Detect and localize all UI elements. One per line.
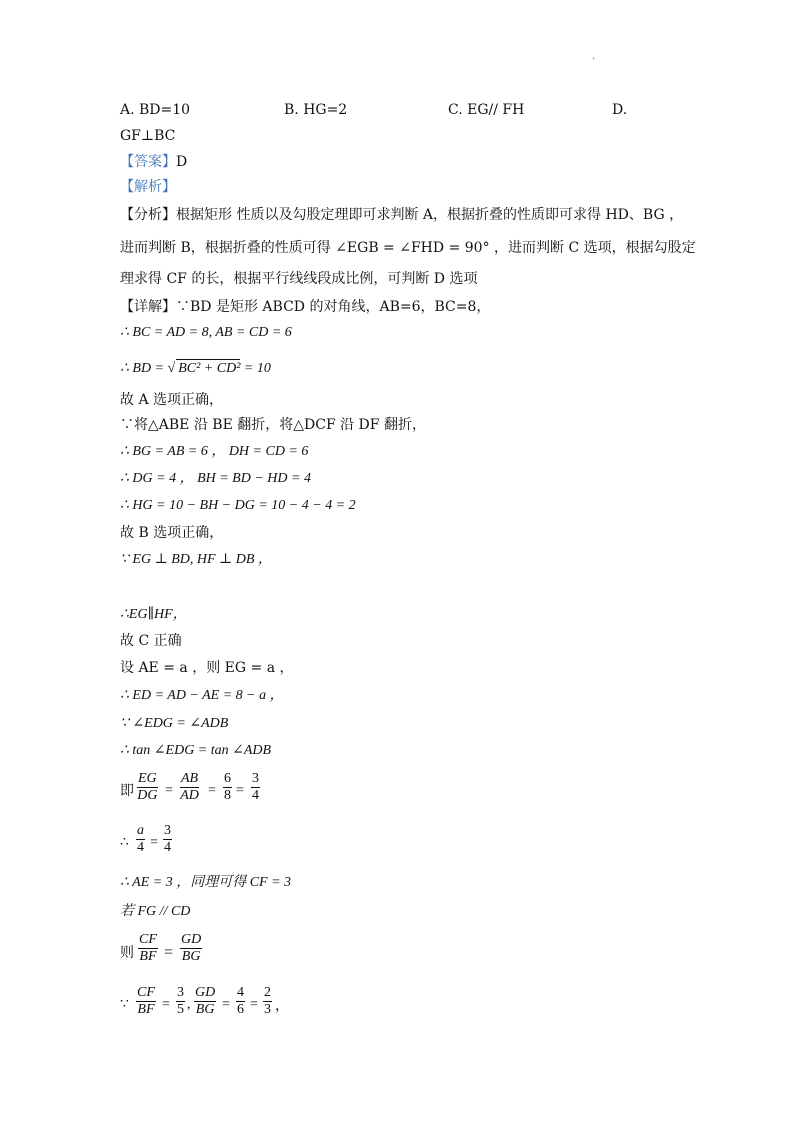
detail-line-1 xyxy=(120,298,490,316)
analysis-tag-inline: 【分析】 xyxy=(120,207,176,223)
equals-sign: = xyxy=(164,944,174,961)
detail-line-18: 若 FG // CD xyxy=(120,904,191,919)
analysis-line-3: 理求得 CF 的长，根据平行线线段成比例，可判断 D 选项 xyxy=(120,271,478,287)
detail-line-15: ∵ ∠EDG = ∠ADB xyxy=(120,716,229,731)
detail-line-13: 设 AE = a ，则 EG = a ， xyxy=(120,660,294,676)
comma: , xyxy=(187,997,191,1012)
fraction-cf-bf-2: $\frac{CF}{BF}$ xyxy=(137,985,155,1017)
equals-sign: = xyxy=(236,783,244,798)
fraction-a-4: $\frac{a}{4}$ xyxy=(137,823,144,855)
detail-text-1: ∵BD 是矩形 ABCD 的对角线，AB=6，BC=8， xyxy=(176,299,491,315)
answer-value: D xyxy=(176,154,188,170)
detail-line-5: ∵将△ABE 沿 BE 翻折，将△DCF 沿 DF 翻折， xyxy=(120,417,426,433)
option-d-content: GF⊥BC xyxy=(120,128,176,144)
detail-line-4: 故 A 选项正确， xyxy=(120,392,224,408)
option-a: A. BD=10 xyxy=(120,102,191,118)
detail-line-7: ∴ DG = 4 ， BH = BD − HD = 4 xyxy=(120,471,311,486)
fraction-ab-ad: $\frac{AB}{AD}$ xyxy=(180,771,199,803)
page-mark: · xyxy=(592,54,596,65)
detail-line-6: ∴ BG = AB = 6 ， DH = CD = 6 xyxy=(120,444,309,459)
option-c: C. EG// FH xyxy=(448,102,525,118)
analysis-line-1 xyxy=(120,206,683,224)
fraction-eg-dg: $\frac{EG}{DG}$ xyxy=(137,771,158,803)
fraction-cf-bf: $\frac{CF}{BF}$ xyxy=(139,932,157,964)
sqrt-body: BC² + CD² xyxy=(178,361,241,376)
analysis-line-2: 进而判断 B，根据折叠的性质可得 ∠EGB = ∠FHD = 90° ，进而判断 C 选项，根据勾股定 xyxy=(120,240,696,256)
detail-line-8: ∴ HG = 10 − BH − DG = 10 − 4 − 4 = 2 xyxy=(120,498,356,513)
bd-result: = 10 xyxy=(240,361,271,376)
option-b: B. HG=2 xyxy=(284,102,348,118)
equals-sign: = xyxy=(162,997,170,1012)
trailing-comma: ， xyxy=(275,999,289,1014)
because-symbol: ∵ xyxy=(120,997,129,1012)
option-d: D. xyxy=(612,102,628,118)
equals-sign: = xyxy=(208,783,216,798)
fraction-3-4-b: $\frac{3}{4}$ xyxy=(164,823,171,855)
equals-sign: = xyxy=(165,783,173,798)
analysis-tag: 【解析】 xyxy=(120,179,176,195)
equals-sign: = xyxy=(150,835,158,850)
detail-line-3: ∴ BD = √ BC² + CD² = 10 xyxy=(120,361,271,376)
fraction-2-3: $\frac{2}{3}$ xyxy=(264,985,271,1017)
equals-sign: = xyxy=(222,997,230,1012)
detail-line-11: ∴EG∥HF， xyxy=(120,607,187,622)
therefore-symbol: ∴ xyxy=(120,835,129,850)
detail-line-14: ∴ ED = AD − AE = 8 − a ， xyxy=(120,688,284,703)
detail-line-9: 故 B 选项正确， xyxy=(120,525,224,541)
fraction-3-5: $\frac{3}{5}$ xyxy=(177,985,184,1017)
equals-sign: = xyxy=(250,997,258,1012)
answer-line xyxy=(120,153,187,171)
detail-line-2: ∴ BC = AD = 8, AB = CD = 6 xyxy=(120,325,292,340)
detail-line-17: ∴ AE = 3 ，同理可得 CF = 3 xyxy=(120,875,292,890)
analysis-text-1: 根据矩形 性质以及勾股定理即可求判断 A，根据折叠的性质即可求得 HD、BG ， xyxy=(176,207,684,223)
answer-tag: 【答案】 xyxy=(120,154,176,170)
fraction-4-6: $\frac{4}{6}$ xyxy=(237,985,244,1017)
detail-line-12: 故 C 正确 xyxy=(120,633,182,649)
detail-tag: 【详解】 xyxy=(120,299,176,315)
fraction-gd-bg-2: $\frac{GD}{BG}$ xyxy=(195,985,216,1017)
detail-line-10: ∵ EG ⊥ BD, HF ⊥ DB ， xyxy=(120,552,272,567)
fraction-gd-bg: $\frac{GD}{BG}$ xyxy=(181,932,202,964)
then-prefix: 则 xyxy=(120,945,134,961)
fraction-3-4: $\frac{3}{4}$ xyxy=(252,771,259,803)
detail-line-16: ∴ tan ∠EDG = tan ∠ADB xyxy=(120,743,272,758)
fraction-6-8: $\frac{6}{8}$ xyxy=(224,771,231,803)
bd-prefix: ∴ BD = xyxy=(120,361,168,376)
ratio-line-prefix: 即 xyxy=(120,783,134,799)
